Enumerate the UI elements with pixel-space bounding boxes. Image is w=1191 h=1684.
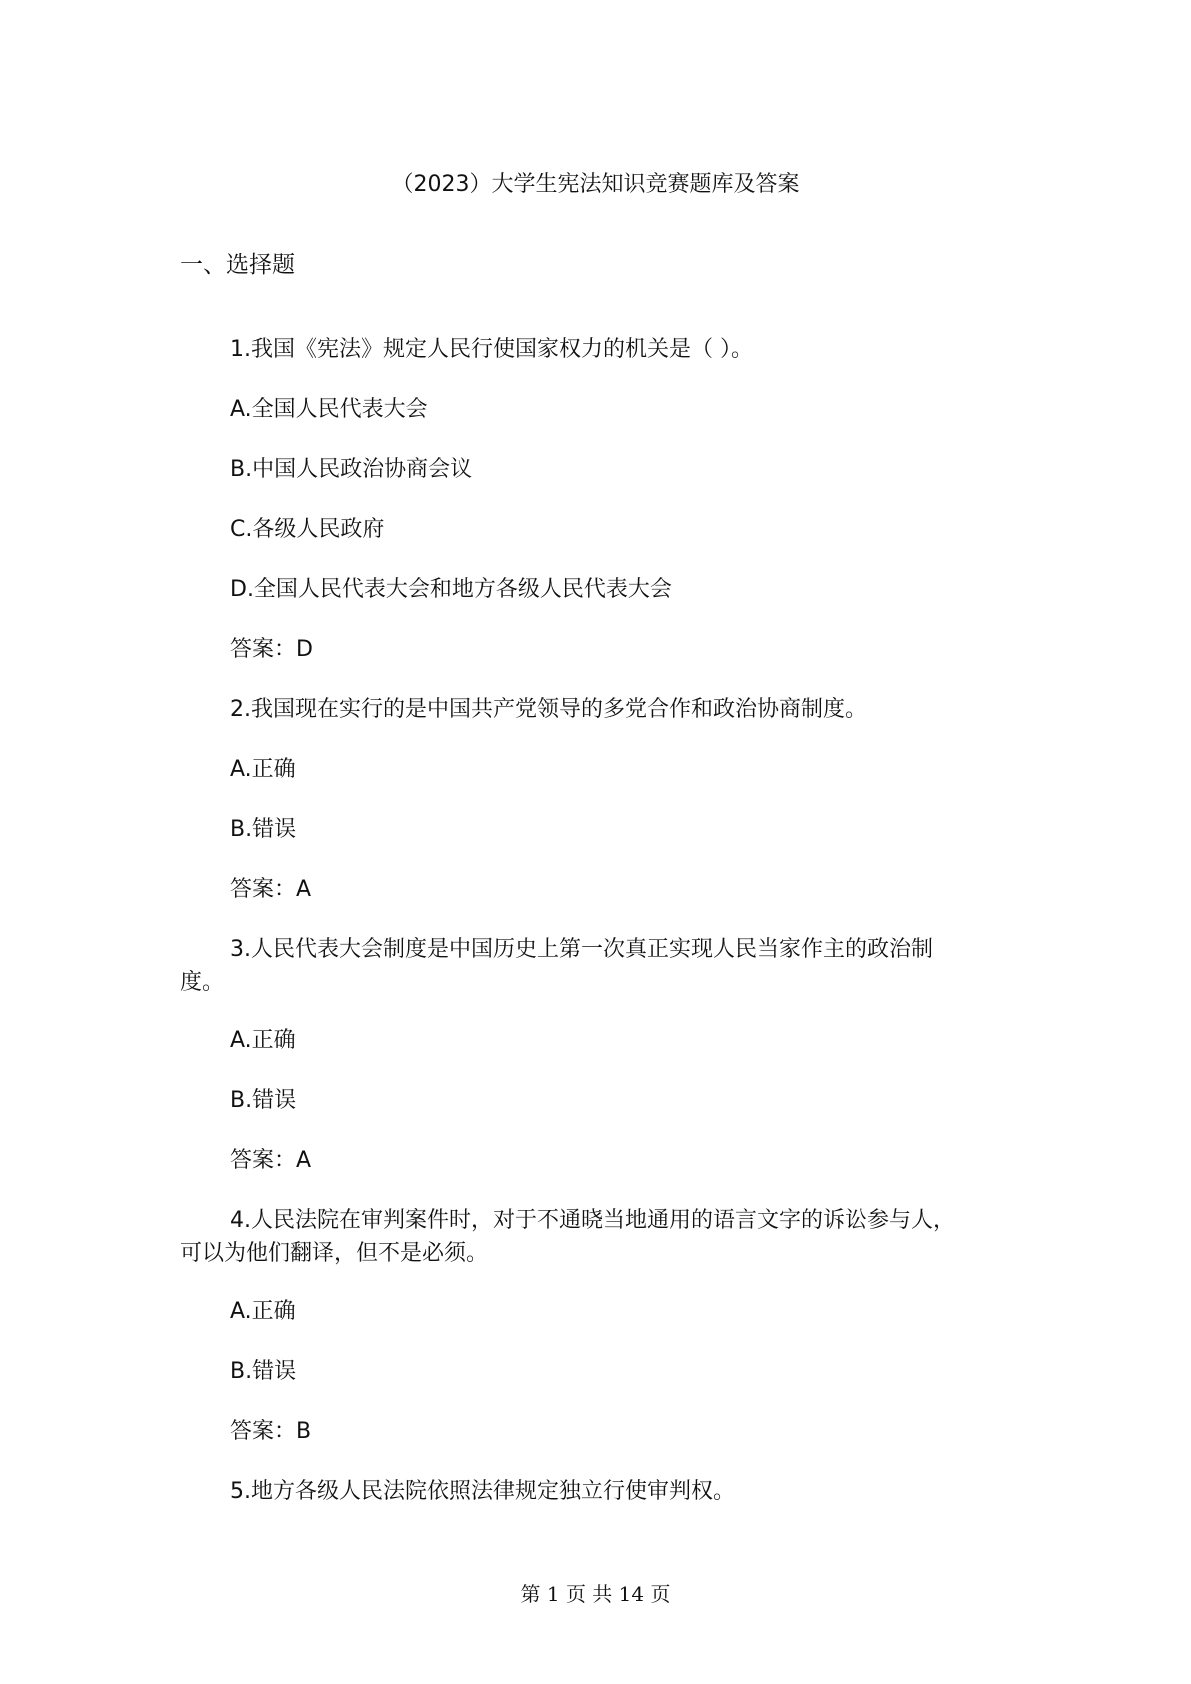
question-1-option-b: B.中国人民政治协商会议 (230, 457, 473, 482)
question-4-answer: 答案：B (230, 1419, 312, 1444)
question-1-answer: 答案：D (230, 637, 313, 662)
section-heading: 一、选择题 (180, 252, 295, 278)
document-title: （2023）大学生宪法知识竞赛题库及答案 (391, 172, 800, 197)
question-1-option-c: C.各级人民政府 (230, 517, 385, 542)
question-3-text: 3.人民代表大会制度是中国历史上第一次真正实现人民当家作主的政治制 (230, 937, 933, 962)
page-footer: 第 1 页 共 14 页 (520, 1582, 671, 1606)
question-1-text: 1.我国《宪法》规定人民行使国家权力的机关是（ ）。 (230, 337, 753, 362)
question-3-text-continued: 度。 (180, 970, 225, 995)
question-4-option-a: A.正确 (230, 1299, 296, 1324)
question-3-option-a: A.正确 (230, 1028, 296, 1053)
question-5-text: 5.地方各级人民法院依照法律规定独立行使审判权。 (230, 1479, 735, 1504)
question-3-answer: 答案：A (230, 1148, 312, 1173)
question-1-option-d: D.全国人民代表大会和地方各级人民代表大会 (230, 577, 672, 602)
question-2-option-a: A.正确 (230, 757, 296, 782)
question-4-option-b: B.错误 (230, 1359, 297, 1384)
question-1-option-a: A.全国人民代表大会 (230, 397, 428, 422)
question-2-text: 2.我国现在实行的是中国共产党领导的多党合作和政治协商制度。 (230, 697, 867, 722)
question-2-option-b: B.错误 (230, 817, 297, 842)
question-4-text-continued: 可以为他们翻译，但不是必须。 (180, 1241, 489, 1266)
question-3-option-b: B.错误 (230, 1088, 297, 1113)
question-2-answer: 答案：A (230, 877, 312, 902)
question-4-text: 4.人民法院在审判案件时，对于不通晓当地通用的语言文字的诉讼参与人， (230, 1208, 955, 1233)
